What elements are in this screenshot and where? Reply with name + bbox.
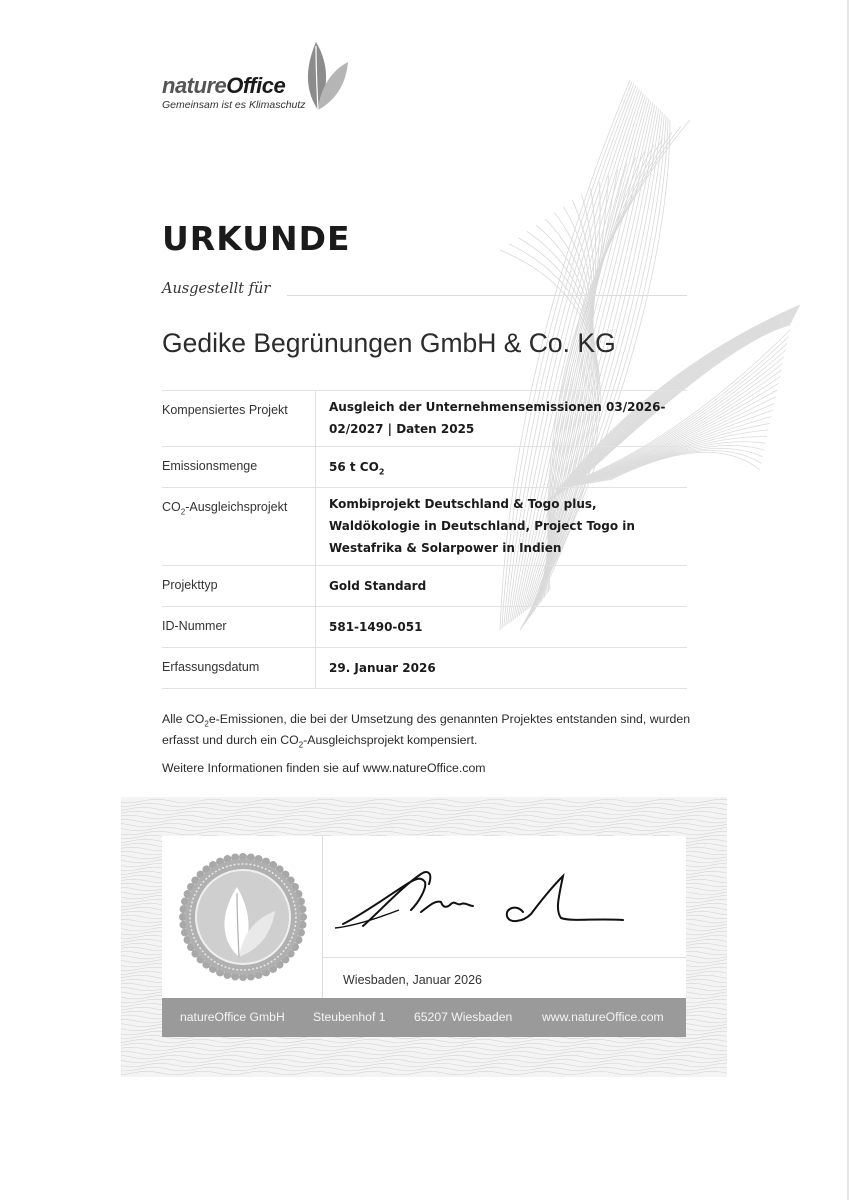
row-label — [162, 488, 315, 565]
text-part: e-Emissionen, die bei der Umsetzung des genannten Projektes entstanden sind, wurden erfasst und durch ein CO — [162, 712, 691, 748]
row-label: Emissionsmenge — [162, 459, 258, 473]
place-and-date: Wiesbaden, Januar 2026 — [343, 973, 482, 987]
row-label: Kompensiertes Projekt — [162, 403, 288, 417]
recipient-company: Gedike Begrünungen GmbH & Co. KG — [162, 328, 616, 358]
more-info-text: Weitere Informationen finden sie auf www.natureOffice.com — [162, 761, 486, 775]
table-row — [162, 487, 687, 565]
row-value: 581-1490-051 — [315, 607, 687, 647]
table-row — [162, 647, 687, 689]
text-part: -Ausgleichsprojekt kompensiert. — [303, 733, 478, 748]
leaf-icon — [298, 40, 348, 112]
signature-image — [323, 836, 686, 956]
label-part: CO — [162, 500, 181, 514]
emission-amount: 56 t CO — [329, 460, 379, 474]
row-label: Projekttyp — [162, 578, 218, 592]
table-row — [162, 565, 687, 606]
seal-area — [162, 836, 323, 998]
footer-company: natureOffice GmbH — [180, 1010, 285, 1024]
certificate-details-table — [162, 390, 687, 689]
subscript: 2 — [378, 467, 385, 477]
issued-for-divider — [287, 295, 687, 296]
row-label: ID-Nummer — [162, 619, 227, 633]
subscript: 2 — [180, 507, 186, 517]
label-part: -Ausgleichsprojekt — [185, 500, 288, 514]
row-value — [315, 447, 687, 487]
logo-tagline: Gemeinsam ist es Klimaschutz — [162, 99, 306, 111]
table-row — [162, 390, 687, 446]
footer-city: 65207 Wiesbaden — [414, 1010, 513, 1024]
footer-website: www.natureOffice.com — [542, 1010, 664, 1024]
logo-wordmark — [162, 73, 285, 99]
subscript: 2 — [204, 719, 209, 729]
signature-block — [162, 836, 686, 1037]
row-label: Erfassungsdatum — [162, 660, 260, 674]
row-value: Kombiprojekt Deutschland & Togo plus, Waldökologie in Deutschland, Project Togo in Westafrika & Solarpower in Indien — [315, 488, 687, 565]
seal-leaf-icon — [179, 853, 307, 981]
row-value: Ausgleich der Unternehmensemissionen 03/2026-02/2027 | Daten 2025 — [315, 391, 687, 446]
logo-brand-part2: Office — [226, 73, 286, 98]
natureoffice-logo — [162, 40, 362, 115]
row-value: 29. Januar 2026 — [315, 648, 687, 688]
footer-bar — [162, 998, 686, 1037]
handwritten-signature — [323, 836, 686, 956]
table-row — [162, 606, 687, 647]
row-value: Gold Standard — [315, 566, 687, 606]
signature-divider — [323, 957, 686, 958]
document-title: URKUNDE — [162, 219, 351, 258]
footer-street: Steubenhof 1 — [313, 1010, 386, 1024]
text-part: Alle CO — [162, 712, 205, 726]
table-row — [162, 446, 687, 487]
issued-for-label: Ausgestellt für — [162, 281, 271, 297]
emissions-statement — [162, 711, 692, 754]
subscript: 2 — [298, 740, 304, 750]
logo-brand-part1: nature — [162, 73, 227, 98]
